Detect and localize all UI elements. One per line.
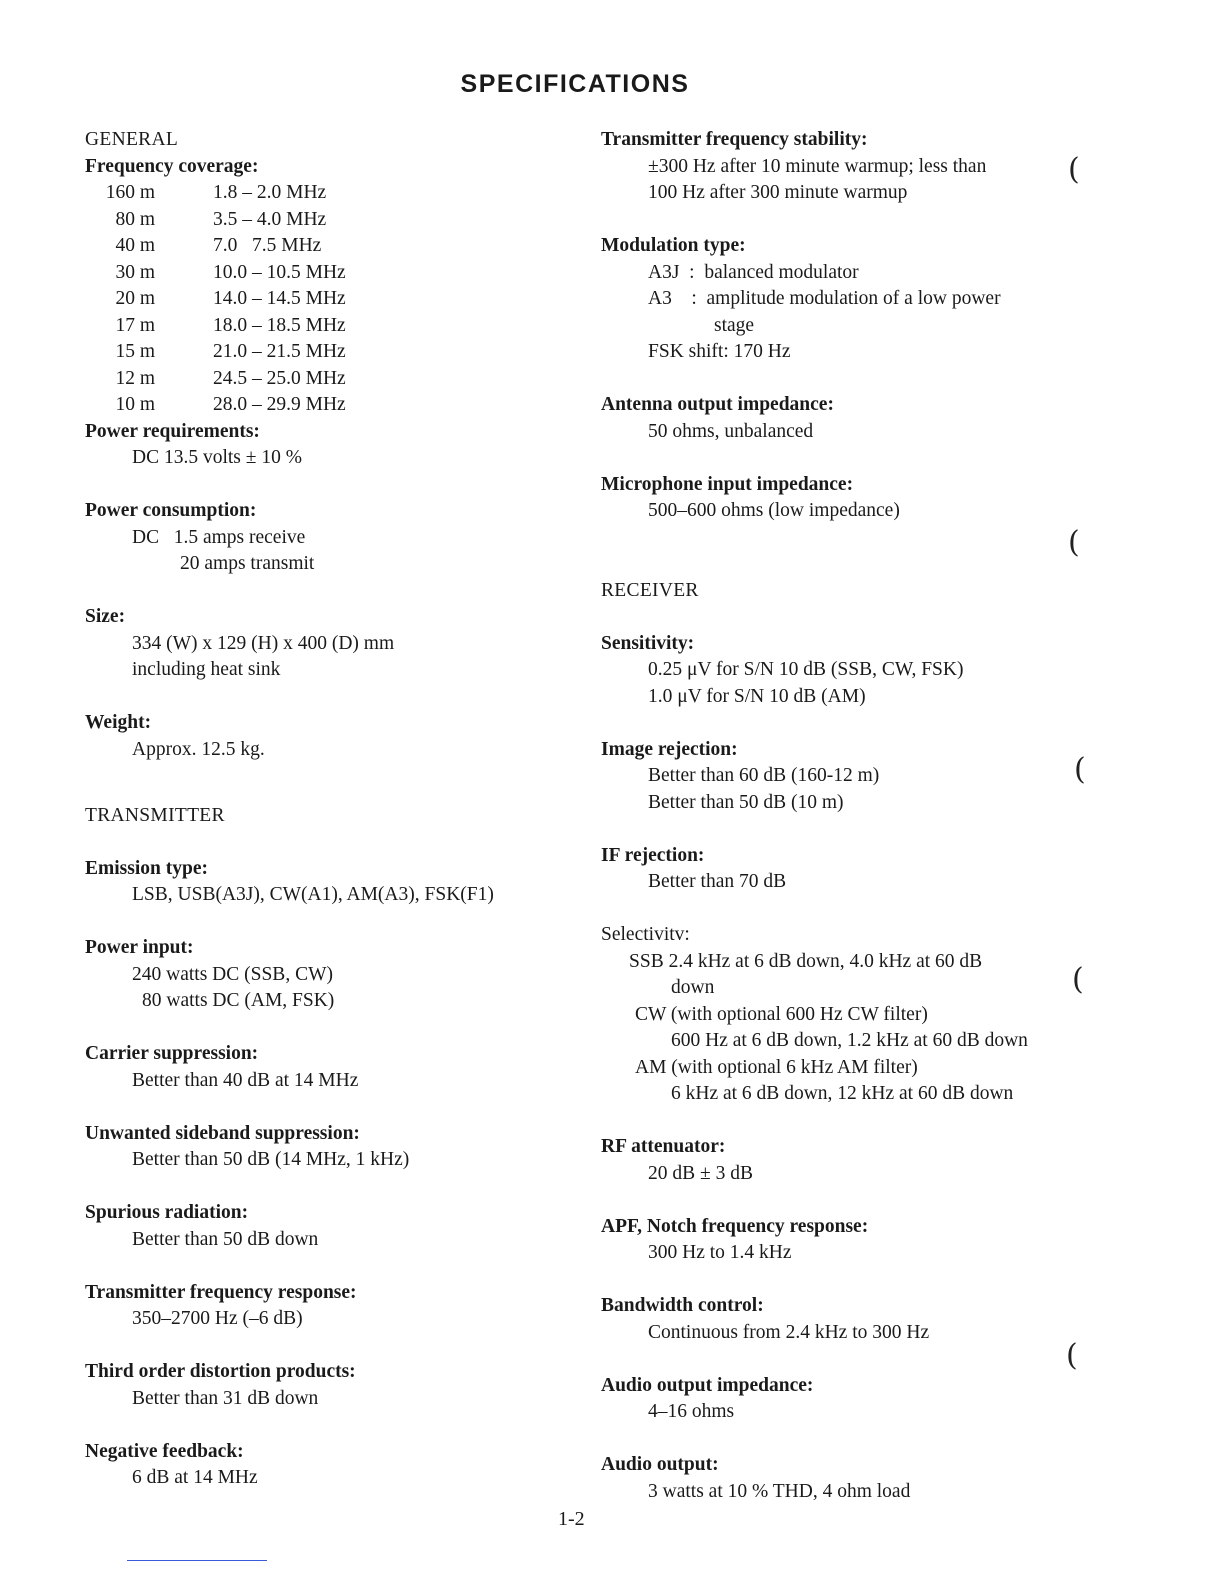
band-frequency: 1.8 – 2.0 MHz [213, 182, 327, 203]
if-rejection-value: Better than 70 dB [648, 871, 787, 892]
selectivity-ssb: SSB 2.4 kHz at 6 dB down, 4.0 kHz at 60 dB [629, 950, 983, 972]
rf-attenuator-label: RF attenuator: [601, 1136, 726, 1157]
power-requirements-value: DC 13.5 volts ± 10 % [132, 447, 302, 468]
right-column [601, 127, 1081, 1505]
negative-feedback-value: 6 dB at 14 MHz [132, 1467, 258, 1488]
image-rejection-value-2: Better than 50 dB (10 m) [648, 791, 844, 813]
apf-notch-label: APF, Notch frequency response: [601, 1215, 869, 1237]
power-consumption-label: Power consumption: [85, 500, 257, 521]
modulation-a3-continued: stage [714, 314, 755, 336]
band-name: 15 m [115, 341, 155, 362]
fsk-shift: FSK shift: 170 Hz [648, 341, 791, 362]
tx-stability-value-1: ±300 Hz after 10 minute warmup; less than [648, 155, 987, 177]
band-frequency: 7.0 7.5 MHz [213, 235, 322, 256]
sensitivity-label: Sensitivity: [601, 632, 695, 654]
band-row [85, 366, 565, 393]
band-frequency: 18.0 – 18.5 MHz [213, 314, 346, 336]
carrier-suppression-value: Better than 40 dB at 14 MHz [132, 1069, 359, 1091]
spurious-radiation-value: Better than 50 dB down [132, 1228, 319, 1250]
power-consumption-receive: DC 1.5 amps receive [132, 526, 306, 548]
power-input-ssb-cw: 240 watts DC (SSB, CW) [132, 963, 333, 985]
audio-output-label: Audio output: [601, 1454, 719, 1475]
unwanted-sideband-label: Unwanted sideband suppression: [85, 1122, 360, 1144]
modulation-a3: A3 : amplitude modulation of a low power [648, 288, 1001, 309]
third-order-distortion-label: Third order distortion products: [85, 1361, 356, 1382]
tx-frequency-response-label: Transmitter frequency response: [85, 1281, 357, 1303]
tx-frequency-response-value: 350–2700 Hz (–6 dB) [132, 1308, 303, 1329]
receiver-heading: RECEIVER [601, 579, 699, 601]
band-row [85, 313, 565, 340]
margin-mark: ( [1066, 1338, 1078, 1373]
bandwidth-control-value: Continuous from 2.4 kHz to 300 Hz [648, 1321, 930, 1343]
third-order-distortion-value: Better than 31 dB down [132, 1387, 319, 1409]
band-name: 80 m [115, 208, 155, 230]
band-frequency: 10.0 – 10.5 MHz [213, 261, 346, 283]
tx-stability-value-2: 100 Hz after 300 minute warmup [648, 182, 908, 203]
apf-notch-value: 300 Hz to 1.4 kHz [648, 1242, 792, 1263]
spurious-radiation-label: Spurious radiation: [85, 1202, 249, 1223]
selectivity-label: Selectivitv: [601, 924, 690, 945]
band-row [85, 233, 565, 260]
transmitter-heading: TRANSMITTER [85, 804, 225, 826]
band-frequency: 24.5 – 25.0 MHz [213, 367, 346, 389]
carrier-suppression-label: Carrier suppression: [85, 1043, 259, 1064]
power-requirements-label: Power requirements: [85, 420, 260, 442]
bandwidth-control-label: Bandwidth control: [601, 1295, 764, 1316]
page-number: 1-2 [558, 1508, 585, 1530]
band-name: 17 m [115, 314, 155, 336]
antenna-impedance-value: 50 ohms, unbalanced [648, 420, 814, 442]
microphone-impedance-value: 500–600 ohms (low impedance) [648, 500, 900, 521]
band-frequency: 28.0 – 29.9 MHz [213, 394, 346, 415]
band-frequency: 21.0 – 21.5 MHz [213, 341, 346, 362]
band-name: 12 m [115, 367, 155, 389]
band-frequency: 14.0 – 14.5 MHz [213, 288, 346, 309]
power-consumption-transmit: 20 amps transmit [180, 553, 315, 574]
selectivity-ssb-continued: down [671, 977, 715, 998]
modulation-type-label: Modulation type: [601, 235, 746, 256]
modulation-a3j: A3J : balanced modulator [648, 261, 859, 283]
margin-mark: ( [1072, 962, 1084, 997]
band-row [85, 392, 565, 419]
image-rejection-label: Image rejection: [601, 738, 738, 760]
frequency-coverage-label: Frequency coverage: [85, 155, 259, 177]
unwanted-sideband-value: Better than 50 dB (14 MHz, 1 kHz) [132, 1149, 410, 1170]
band-name: 40 m [115, 235, 155, 256]
tx-stability-label: Transmitter frequency stability: [601, 129, 868, 150]
band-name: 20 m [115, 288, 155, 309]
size-label: Size: [85, 606, 126, 627]
weight-label: Weight: [85, 712, 152, 733]
selectivity-cw: CW (with optional 600 Hz CW filter) [635, 1003, 928, 1025]
rf-attenuator-value: 20 dB ± 3 dB [648, 1162, 753, 1184]
band-row [85, 207, 565, 234]
general-heading: GENERAL [85, 129, 179, 150]
margin-mark: ( [1074, 752, 1086, 787]
selectivity-cw-value: 600 Hz at 6 dB down, 1.2 kHz at 60 dB down [671, 1030, 1028, 1051]
band-name: 160 m [105, 182, 155, 203]
size-note: including heat sink [132, 659, 281, 680]
band-row [85, 260, 565, 287]
power-input-am-fsk: 80 watts DC (AM, FSK) [142, 990, 335, 1011]
underline-decoration [127, 1560, 267, 1561]
antenna-impedance-label: Antenna output impedance: [601, 394, 834, 415]
left-column [85, 127, 565, 1492]
audio-impedance-value: 4–16 ohms [648, 1401, 735, 1422]
sensitivity-value-2: 1.0 μV for S/N 10 dB (AM) [648, 685, 866, 707]
band-name: 30 m [115, 261, 155, 283]
power-input-label: Power input: [85, 937, 194, 958]
band-row [85, 180, 565, 207]
sensitivity-value-1: 0.25 μV for S/N 10 dB (SSB, CW, FSK) [648, 659, 964, 680]
band-row [85, 339, 565, 366]
audio-output-value: 3 watts at 10 % THD, 4 ohm load [648, 1480, 911, 1502]
selectivity-am-value: 6 kHz at 6 dB down, 12 kHz at 60 dB down [671, 1083, 1014, 1104]
band-frequency: 3.5 – 4.0 MHz [213, 208, 327, 230]
band-list [85, 180, 565, 419]
margin-mark: ( [1068, 525, 1080, 560]
selectivity-am: AM (with optional 6 kHz AM filter) [635, 1056, 918, 1078]
band-row [85, 286, 565, 313]
emission-type-value: LSB, USB(A3J), CW(A1), AM(A3), FSK(F1) [132, 884, 494, 905]
weight-value: Approx. 12.5 kg. [132, 738, 265, 760]
if-rejection-label: IF rejection: [601, 844, 705, 866]
audio-impedance-label: Audio output impedance: [601, 1374, 814, 1396]
image-rejection-value-1: Better than 60 dB (160-12 m) [648, 765, 880, 786]
page-title: SPECIFICATIONS [460, 70, 690, 98]
negative-feedback-label: Negative feedback: [85, 1440, 244, 1462]
size-dimensions: 334 (W) x 129 (H) x 400 (D) mm [132, 632, 395, 654]
band-name: 10 m [115, 394, 155, 415]
microphone-impedance-label: Microphone input impedance: [601, 473, 854, 495]
emission-type-label: Emission type: [85, 857, 208, 879]
margin-mark: ( [1068, 152, 1080, 187]
